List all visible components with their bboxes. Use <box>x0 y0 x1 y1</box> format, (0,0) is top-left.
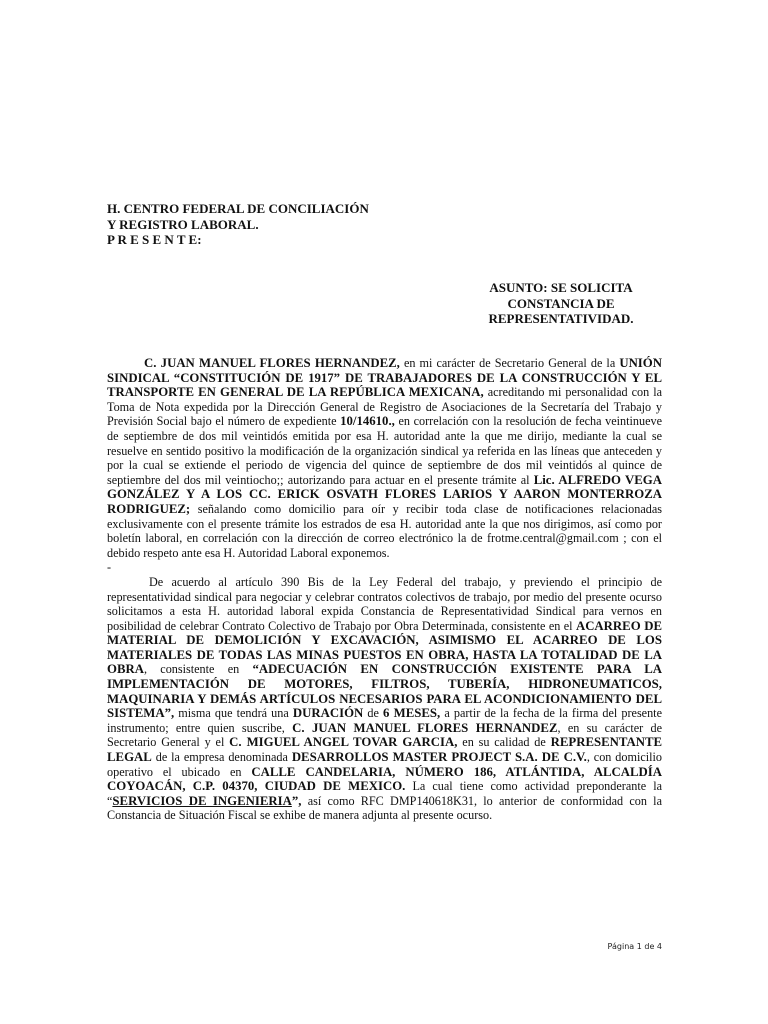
legal-rep-title: REPRESENTANTE LEGAL <box>107 735 663 765</box>
contract-object: ACARREO DE MATERIAL DE DEMOLICIÓN Y EXCAVACIÓN, ASIMISMO EL ACARREO DE LOS MATERIALES DE TODAS LAS MINAS PUESTOS EN OBRA, HASTA LA TOTALIDAD DE LA OBRA <box>107 618 662 677</box>
subject-block <box>486 280 636 327</box>
addressee-line-1: H. CENTRO FEDERAL DE CONCILIACIÓN <box>107 201 369 216</box>
text-run: La cual tiene como actividad preponderante la “ <box>107 779 662 808</box>
text-run: señalando como domicilio para oír y recibir toda clase de notificaciones relacionadas exclusivamente con el presente trámite los estrados de esa H. autoridad ante la que nos dirigimos, así como por boletín laboral, en correlación con la dirección de correo electrónico la de frotme.central@gmail.com ; con el debido respeto ante esa H. Autoridad Laboral exponemos. <box>107 501 662 560</box>
signatory-name-2: C. JUAN MANUEL FLORES HERNANDEZ <box>292 720 558 735</box>
text-run: así como RFC DMP140618K31, lo anterior de conformidad con la Constancia de Situación Fiscal se exhibe de manera adjunta al presente ocurso. <box>107 793 662 823</box>
duration-value: 6 MESES, <box>383 706 441 721</box>
addressee-line-3: P R E S E N T E: <box>107 232 202 247</box>
duration-label: DURACIÓN <box>292 706 364 721</box>
text-run: , con domicilio operativo el ubicado en <box>107 750 662 779</box>
legal-rep-name: C. MIGUEL ANGEL TOVAR GARCIA, <box>229 735 458 750</box>
company-address: CALLE CANDELARIA, NÚMERO 186, ATLÁNTIDA, ALCALDÍA COYOACÁN, C.P. 04370, CIUDAD DE MEXICO. <box>107 764 662 794</box>
text-run: , en su carácter de Secretario General y el <box>107 720 663 750</box>
text-run: de <box>363 706 383 721</box>
subject-line-3: REPRESENTATIVIDAD. <box>488 311 634 326</box>
text-run: en su calidad de <box>457 735 551 750</box>
text-run: en correlación con la resolución de fecha veintinueve de septiembre de dos mil veintidós emitida por esa H. autoridad ante la que me dirijo, mediante la cual se resuelve en sentido positivo la modificación de la organización sindical ya referida en las líneas que anteceden y por la cual se extiende el periodo de vigencia del quince de septiembre de dos mil veintidós al quince de septiembre del dos mil veintiocho;; autorizando para actuar en el presente trámite al <box>107 414 662 487</box>
union-name: UNIÓN SINDICAL “CONSTITUCIÓN DE 1917” DE TRABAJADORES DE LA CONSTRUCCIÓN Y EL TRANSPORTE EN GENERAL DE LA REPÚBLICA MEXICANA, <box>107 356 662 400</box>
text-run: acreditando mi personalidad con la Toma de Nota expedida por la Dirección General de Registro de Asociaciones de la Secretaría del Trabajo y Previsión Social bajo el número de expediente <box>107 385 662 429</box>
text-run: De acuerdo al artículo 390 Bis de la Ley Federal del trabajo, y previendo el principio de representatividad sindical para negociar y celebrar contratos colectivos de trabajo, por medio del presente ocurso solicitamos a esta H. autoridad laboral expida Constancia de Representatividad Sindical para vernos en posibilidad de celebrar Contrato Colectivo de Trabajo por Obra Determinada, consistente en el <box>107 574 662 633</box>
paragraph-1 <box>107 356 662 560</box>
authorized-persons: Lic. ALFREDO VEGA GONZÁLEZ Y A LOS CC. ERICK OSVATH FLORES LARIOS Y AARON MONTERROZA RODRIGUEZ; <box>107 472 662 516</box>
activity-name: SERVICIOS DE INGENIERIA <box>112 793 292 808</box>
page-number: Página 1 de 4 <box>607 942 662 951</box>
subject-line-2: CONSTANCIA DE <box>507 295 615 311</box>
addressee-line-2: Y REGISTRO LABORAL. <box>107 216 259 232</box>
signatory-name: C. JUAN MANUEL FLORES HERNANDEZ, <box>144 356 400 370</box>
text-run: a partir de la fecha de la firma del presente instrumento; entre quien suscribe, <box>107 706 662 735</box>
text-run: en mi carácter de Secretario General de la <box>399 356 620 370</box>
subject-line-1: ASUNTO: SE SOLICITA <box>489 280 633 295</box>
text-run: ”, <box>291 793 302 808</box>
project-description: “ADECUACIÓN EN CONSTRUCCIÓN EXISTENTE PARA LA IMPLEMENTACIÓN DE MOTORES, FILTROS, TUBERÍA, HIDRONEUMATICOS, MAQUINARIA Y DEMÁS ARTÍCULOS NECESARIOS PARA EL ACONDICIONAMIENTO DEL SISTEMA”, <box>107 662 662 721</box>
text-run: de la empresa denominada <box>151 750 292 765</box>
file-number: 10/14610., <box>340 414 395 429</box>
text-run: , consistente en <box>143 662 253 677</box>
document-body <box>107 356 662 823</box>
dash-line: - <box>107 560 112 575</box>
paragraph-2 <box>107 575 662 823</box>
text-run: misma que tendrá una <box>174 706 293 721</box>
company-name: DESARROLLOS MASTER PROJECT S.A. DE C.V. <box>291 750 587 765</box>
addressee-block <box>107 201 369 248</box>
